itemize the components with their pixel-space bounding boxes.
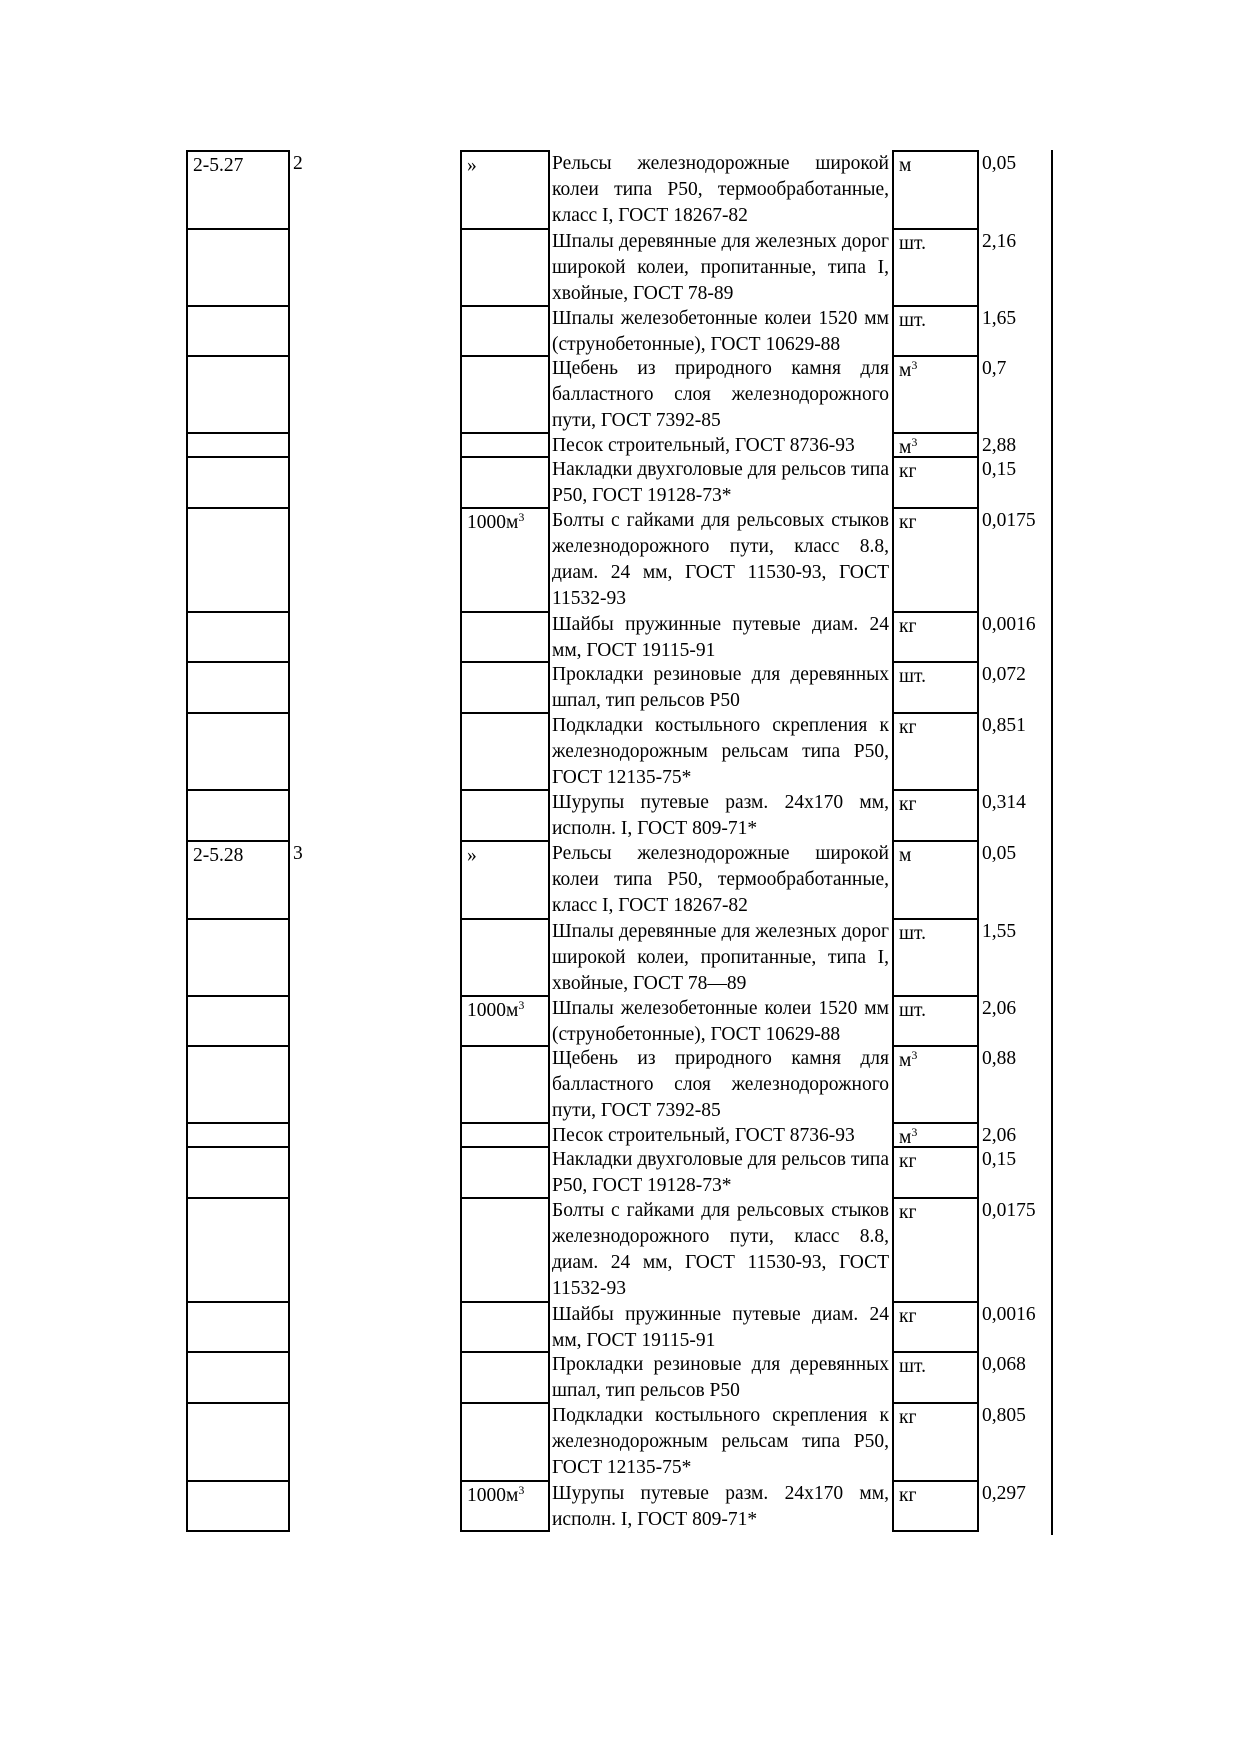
code-cell	[186, 918, 290, 997]
material-name-cell	[548, 1146, 893, 1199]
unit-cell	[892, 789, 979, 842]
material-name-cell-text: Шпалы деревянные для железных дорог широкой колеи, пропитанные, типа I, хвойные, ГОСТ 78—89	[552, 921, 889, 994]
value-cell	[977, 918, 1051, 997]
meter-unit-cell	[460, 611, 550, 663]
unit-cell	[892, 432, 979, 458]
number-cell	[288, 305, 458, 357]
material-name-cell-text: Шурупы путевые разм. 24x170 мм, исполн. I, ГОСТ 809-71*	[552, 792, 889, 839]
table-row	[0, 712, 1240, 791]
material-name-cell-text: Шпалы железобетонные колеи 1520 мм (струнобетонные), ГОСТ 10629-88	[552, 998, 889, 1045]
material-name-cell-text: Шурупы путевые разм. 24x170 мм, исполн. I, ГОСТ 809-71*	[552, 1483, 889, 1530]
code-cell	[186, 712, 290, 791]
unit-cell	[892, 456, 979, 509]
code-cell	[186, 1045, 290, 1124]
value-cell-text: 1,65	[982, 308, 1017, 329]
meter-unit-cell	[460, 661, 550, 714]
meter-unit-cell-text: »	[467, 845, 477, 866]
number-cell	[288, 355, 458, 434]
number-cell	[288, 507, 458, 613]
value-cell-text: 0,88	[982, 1048, 1017, 1069]
unit-cell-text: кг	[899, 616, 917, 637]
number-cell-text: 2	[293, 153, 303, 174]
value-cell-text: 0,15	[982, 1149, 1017, 1170]
table-row	[0, 1045, 1240, 1124]
unit-cell	[892, 1146, 979, 1199]
unit-cell	[892, 228, 979, 307]
unit-cell-text: шт.	[899, 310, 926, 331]
code-cell	[186, 228, 290, 307]
unit-cell	[892, 1122, 979, 1148]
code-cell	[186, 1402, 290, 1482]
meter-unit-cell	[460, 150, 550, 230]
unit-cell-text: кг	[899, 1202, 917, 1223]
value-cell	[977, 228, 1051, 307]
value-cell-text: 0,05	[982, 843, 1017, 864]
unit-cell-text: м	[899, 1050, 912, 1071]
meter-unit-cell	[460, 305, 550, 357]
unit-cell	[892, 995, 979, 1047]
unit-cell-text: кг	[899, 1151, 917, 1172]
meter-unit-cell	[460, 228, 550, 307]
meter-unit-cell	[460, 789, 550, 842]
number-cell	[288, 228, 458, 307]
table-row	[0, 456, 1240, 509]
code-cell	[186, 1301, 290, 1353]
material-name-cell-text: Болты с гайками для рельсовых стыков железнодорожного пути, класс 8.8, диам. 24 мм, ГОСТ 11530-93, ГОСТ 11532-93	[552, 1200, 889, 1299]
meter-unit-cell	[460, 1045, 550, 1124]
unit-cell	[892, 1351, 979, 1404]
value-cell	[977, 432, 1051, 458]
value-cell	[977, 456, 1051, 509]
code-cell	[186, 611, 290, 663]
material-name-cell	[548, 1480, 893, 1532]
unit-cell-text: кг	[899, 1306, 917, 1327]
material-name-cell	[548, 1402, 893, 1482]
unit-cell	[892, 1197, 979, 1303]
number-cell-text: 3	[293, 843, 303, 864]
code-cell	[186, 150, 290, 230]
meter-unit-cell	[460, 1122, 550, 1148]
value-cell	[977, 661, 1051, 714]
code-cell	[186, 1122, 290, 1148]
material-name-cell	[548, 456, 893, 509]
table-row	[0, 228, 1240, 307]
material-name-cell-text: Накладки двухголовые для рельсов типа Р50, ГОСТ 19128-73*	[552, 459, 889, 506]
unit-cell-superscript: 3	[911, 1048, 918, 1062]
material-name-cell-text: Рельсы железнодорожные широкой колеи типа Р50, термообработанные, класс I, ГОСТ 18267-82	[552, 153, 889, 226]
meter-unit-cell-text: 1000м	[467, 512, 519, 533]
meter-unit-cell	[460, 456, 550, 509]
number-cell	[288, 611, 458, 663]
meter-unit-cell-superscript: 3	[518, 510, 525, 524]
meter-unit-cell	[460, 1301, 550, 1353]
material-name-cell-text: Щебень из природного камня для балластного слоя железнодорожного пути, ГОСТ 7392-85	[552, 358, 889, 431]
code-cell	[186, 1197, 290, 1303]
code-cell	[186, 661, 290, 714]
value-cell-text: 0,805	[982, 1405, 1026, 1426]
value-cell-text: 0,297	[982, 1483, 1026, 1504]
number-cell	[288, 712, 458, 791]
material-name-cell	[548, 228, 893, 307]
meter-unit-cell-text: »	[467, 155, 477, 176]
number-cell	[288, 150, 458, 230]
code-cell	[186, 507, 290, 613]
unit-cell-text: шт.	[899, 666, 926, 687]
material-name-cell-text: Песок строительный, ГОСТ 8736-93	[552, 1125, 855, 1146]
material-name-cell-text: Прокладки резиновые для деревянных шпал, тип рельсов Р50	[552, 664, 889, 711]
meter-unit-cell-superscript: 3	[518, 998, 525, 1012]
meter-unit-cell-superscript: 3	[518, 1483, 525, 1497]
table-row	[0, 1146, 1240, 1199]
unit-cell-superscript: 3	[911, 1125, 918, 1139]
table-row	[0, 355, 1240, 434]
meter-unit-cell	[460, 507, 550, 613]
material-name-cell	[548, 1045, 893, 1124]
unit-cell	[892, 918, 979, 997]
code-cell	[186, 789, 290, 842]
material-name-cell-text: Шпалы деревянные для железных дорог широкой колеи, пропитанные, типа I, хвойные, ГОСТ 78-89	[552, 231, 889, 304]
material-name-cell	[548, 1122, 893, 1148]
unit-cell	[892, 1301, 979, 1353]
table-row	[0, 507, 1240, 613]
material-name-cell	[548, 712, 893, 791]
value-cell	[977, 789, 1051, 842]
table-row	[0, 1402, 1240, 1482]
unit-cell	[892, 840, 979, 920]
number-cell	[288, 1351, 458, 1404]
value-cell	[977, 712, 1051, 791]
material-name-cell-text: Шпалы железобетонные колеи 1520 мм (струнобетонные), ГОСТ 10629-88	[552, 308, 889, 355]
meter-unit-cell	[460, 712, 550, 791]
unit-cell-superscript: 3	[911, 358, 918, 372]
number-cell	[288, 918, 458, 997]
table-row	[0, 611, 1240, 663]
number-cell	[288, 432, 458, 458]
value-cell	[977, 1197, 1051, 1303]
value-cell-text: 0,05	[982, 153, 1017, 174]
meter-unit-cell	[460, 1402, 550, 1482]
code-cell	[186, 1146, 290, 1199]
unit-cell	[892, 1480, 979, 1532]
value-cell-text: 0,15	[982, 459, 1017, 480]
material-name-cell	[548, 1351, 893, 1404]
unit-cell	[892, 1402, 979, 1482]
meter-unit-cell	[460, 918, 550, 997]
unit-cell	[892, 661, 979, 714]
number-cell	[288, 1197, 458, 1303]
table-row	[0, 1301, 1240, 1353]
number-cell	[288, 1301, 458, 1353]
meter-unit-cell	[460, 355, 550, 434]
meter-unit-cell	[460, 1480, 550, 1532]
value-cell-text: 0,0016	[982, 1304, 1036, 1325]
value-cell-text: 0,0175	[982, 1200, 1036, 1221]
material-name-cell-text: Подкладки костыльного скрепления к железнодорожным рельсам типа Р50, ГОСТ 12135-75*	[552, 1405, 889, 1478]
unit-cell-text: кг	[899, 794, 917, 815]
material-name-cell-text: Болты с гайками для рельсовых стыков железнодорожного пути, класс 8.8, диам. 24 мм, ГОСТ 11530-93, ГОСТ 11532-93	[552, 510, 889, 609]
material-name-cell	[548, 661, 893, 714]
material-name-cell	[548, 1301, 893, 1353]
number-cell	[288, 789, 458, 842]
unit-cell-text: кг	[899, 717, 917, 738]
number-cell	[288, 456, 458, 509]
table-row	[0, 1351, 1240, 1404]
code-cell	[186, 432, 290, 458]
number-cell	[288, 840, 458, 920]
unit-cell-text: м	[899, 155, 912, 176]
material-name-cell	[548, 840, 893, 920]
meter-unit-cell	[460, 840, 550, 920]
code-cell-text: 2-5.28	[193, 845, 244, 866]
unit-cell-text: кг	[899, 1407, 917, 1428]
unit-cell-text: м	[899, 845, 912, 866]
meter-unit-cell-text: 1000м	[467, 1485, 519, 1506]
value-cell	[977, 995, 1051, 1047]
value-cell	[977, 507, 1051, 613]
value-cell-text: 0,0175	[982, 510, 1036, 531]
code-cell	[186, 840, 290, 920]
meter-unit-cell	[460, 1351, 550, 1404]
value-cell-text: 0,0016	[982, 614, 1036, 635]
unit-cell-text: м	[899, 1127, 912, 1148]
value-cell	[977, 1480, 1051, 1532]
meter-unit-cell	[460, 1146, 550, 1199]
table-row	[0, 995, 1240, 1047]
value-cell	[977, 1122, 1051, 1148]
meter-unit-cell	[460, 1197, 550, 1303]
number-cell	[288, 995, 458, 1047]
unit-cell-text: шт.	[899, 923, 926, 944]
value-cell-text: 0,314	[982, 792, 1026, 813]
unit-cell	[892, 507, 979, 613]
unit-cell-text: шт.	[899, 233, 926, 254]
code-cell	[186, 1480, 290, 1532]
value-cell	[977, 840, 1051, 920]
code-cell	[186, 456, 290, 509]
number-cell	[288, 1402, 458, 1482]
material-name-cell	[548, 305, 893, 357]
table-row	[0, 1480, 1240, 1532]
value-cell-text: 2,16	[982, 231, 1017, 252]
material-name-cell	[548, 918, 893, 997]
value-cell	[977, 1146, 1051, 1199]
value-cell-text: 2,06	[982, 998, 1017, 1019]
material-name-cell-text: Шайбы пружинные путевые диам. 24 мм, ГОСТ 19115-91	[552, 614, 889, 661]
material-name-cell-text: Песок строительный, ГОСТ 8736-93	[552, 435, 855, 456]
unit-cell-text: кг	[899, 512, 917, 533]
value-cell-text: 2,88	[982, 435, 1017, 456]
value-cell	[977, 305, 1051, 357]
material-name-cell-text: Рельсы железнодорожные широкой колеи типа Р50, термообработанные, класс I, ГОСТ 18267-82	[552, 843, 889, 916]
meter-unit-cell	[460, 995, 550, 1047]
material-name-cell	[548, 995, 893, 1047]
table-row	[0, 840, 1240, 920]
value-cell	[977, 1045, 1051, 1124]
material-name-cell-text: Накладки двухголовые для рельсов типа Р50, ГОСТ 19128-73*	[552, 1149, 889, 1196]
material-name-cell	[548, 507, 893, 613]
unit-cell-text: кг	[899, 461, 917, 482]
value-cell	[977, 1301, 1051, 1353]
number-cell	[288, 1122, 458, 1148]
value-cell-text: 0,851	[982, 715, 1026, 736]
meter-unit-cell-text: 1000м	[467, 1000, 519, 1021]
meter-unit-cell	[460, 432, 550, 458]
value-cell	[977, 1351, 1051, 1404]
material-name-cell-text: Прокладки резиновые для деревянных шпал, тип рельсов Р50	[552, 1354, 889, 1401]
material-name-cell-text: Шайбы пружинные путевые диам. 24 мм, ГОСТ 19115-91	[552, 1304, 889, 1351]
unit-cell	[892, 150, 979, 230]
table-row	[0, 661, 1240, 714]
material-name-cell	[548, 432, 893, 458]
number-cell	[288, 1480, 458, 1532]
value-cell	[977, 1402, 1051, 1482]
number-cell	[288, 1146, 458, 1199]
unit-cell	[892, 611, 979, 663]
value-cell	[977, 611, 1051, 663]
code-cell-text: 2-5.27	[193, 155, 244, 176]
material-name-cell	[548, 611, 893, 663]
unit-cell-text: м	[899, 360, 912, 381]
value-cell-text: 0,072	[982, 664, 1026, 685]
unit-cell-text: шт.	[899, 1356, 926, 1377]
unit-cell-superscript: 3	[911, 435, 918, 449]
unit-cell	[892, 355, 979, 434]
value-cell-text: 2,06	[982, 1125, 1017, 1146]
value-cell	[977, 355, 1051, 434]
table-row	[0, 1122, 1240, 1148]
code-cell	[186, 305, 290, 357]
material-name-cell-text: Щебень из природного камня для балластного слоя железнодорожного пути, ГОСТ 7392-85	[552, 1048, 889, 1121]
material-name-cell-text: Подкладки костыльного скрепления к железнодорожным рельсам типа Р50, ГОСТ 12135-75*	[552, 715, 889, 788]
code-cell	[186, 355, 290, 434]
unit-cell-text: м	[899, 437, 912, 458]
unit-cell	[892, 305, 979, 357]
code-cell	[186, 995, 290, 1047]
number-cell	[288, 661, 458, 714]
value-cell-text: 0,068	[982, 1354, 1026, 1375]
unit-cell	[892, 1045, 979, 1124]
value-cell-text: 0,7	[982, 358, 1007, 379]
table-row	[0, 1197, 1240, 1303]
unit-cell-text: кг	[899, 1485, 917, 1506]
table-row	[0, 305, 1240, 357]
material-name-cell	[548, 355, 893, 434]
material-name-cell	[548, 789, 893, 842]
table-row	[0, 150, 1240, 230]
value-cell-text: 1,55	[982, 921, 1017, 942]
value-cell	[977, 150, 1051, 230]
table-row	[0, 918, 1240, 997]
material-name-cell	[548, 150, 893, 230]
material-name-cell	[548, 1197, 893, 1303]
unit-cell	[892, 712, 979, 791]
table-row	[0, 789, 1240, 842]
unit-cell-text: шт.	[899, 1000, 926, 1021]
code-cell	[186, 1351, 290, 1404]
number-cell	[288, 1045, 458, 1124]
table-row	[0, 432, 1240, 458]
